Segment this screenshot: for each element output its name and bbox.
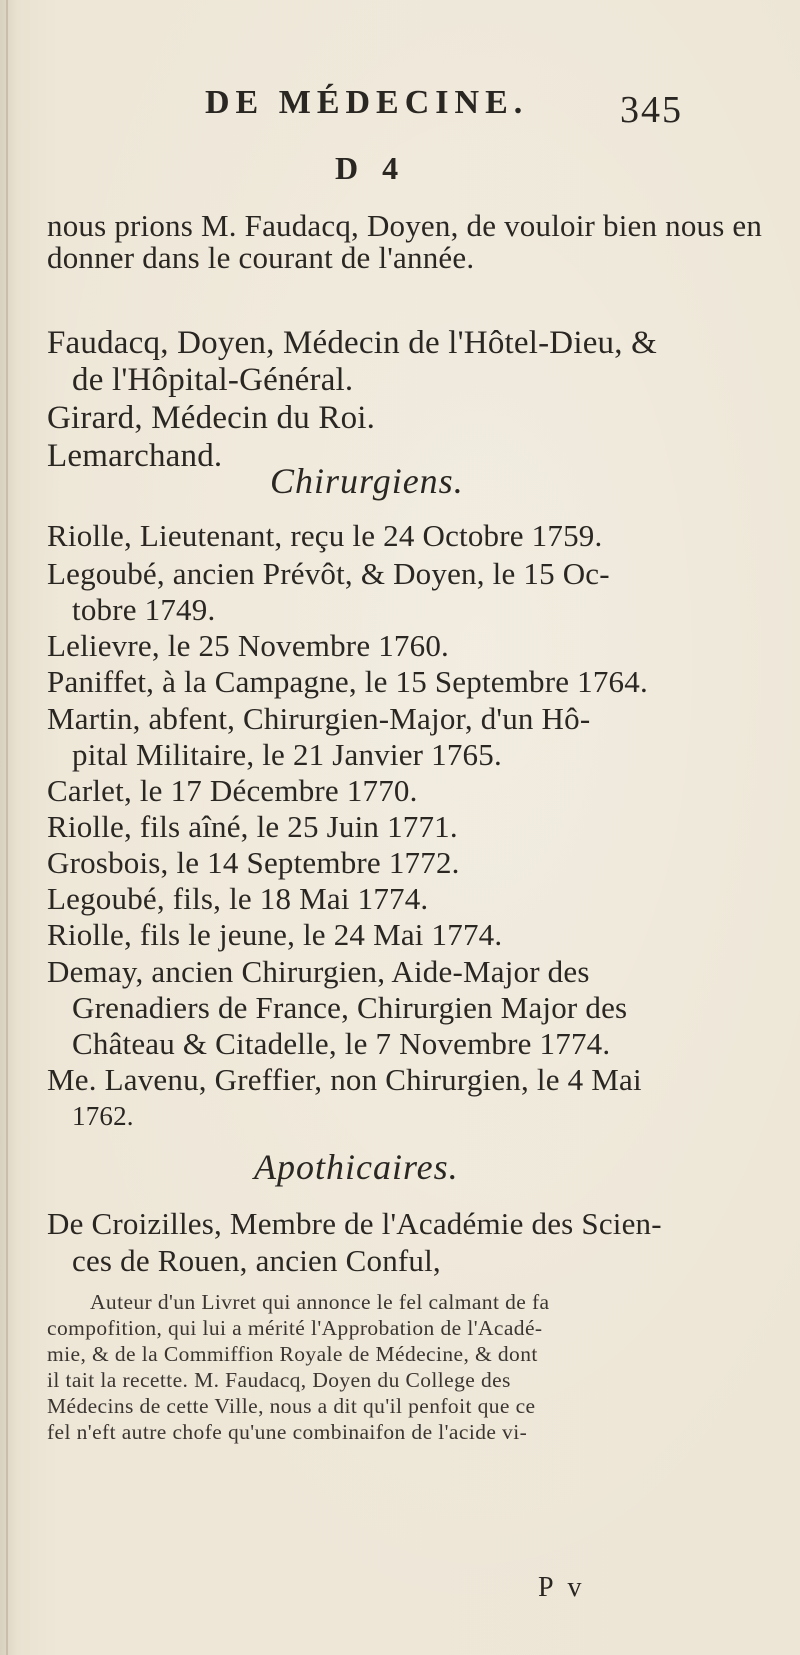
list-item: Paniffet, à la Campagne, le 15 Septembre 1764. (47, 664, 648, 699)
list-item: Martin, abfent, Chirurgien-Major, d'un Hô- (47, 701, 591, 736)
list-item: Carlet, le 17 Décembre 1770. (47, 773, 418, 808)
list-item: ces de Rouen, ancien Conful, (72, 1243, 441, 1278)
list-item: Girard, Médecin du Roi. (47, 400, 376, 436)
footnote-line: Auteur d'un Livret qui annonce le fel calmant de fa (90, 1290, 550, 1314)
list-item: Legoubé, ancien Prévôt, & Doyen, le 15 Oc- (47, 556, 610, 591)
list-item: Grenadiers de France, Chirurgien Major des (72, 990, 628, 1025)
list-item: Riolle, fils aîné, le 25 Juin 1771. (47, 809, 458, 844)
footnote-line: il tait la recette. M. Faudacq, Doyen du College des (47, 1368, 511, 1392)
list-item: Me. Lavenu, Greffier, non Chirurgien, le 4 Mai (47, 1062, 642, 1097)
section-title-chirurgiens: Chirurgiens. (270, 461, 464, 501)
page-gutter (6, 0, 8, 1655)
list-item: De Croizilles, Membre de l'Académie des Scien- (47, 1206, 662, 1241)
footnote-line: compofition, qui lui a mérité l'Approbation de l'Acadé- (47, 1316, 543, 1340)
list-item: de l'Hôpital-Général. (72, 362, 354, 398)
signature-mark: D 4 (335, 150, 407, 186)
list-item: Lelievre, le 25 Novembre 1760. (47, 628, 449, 663)
catchword: P v (538, 1572, 586, 1603)
list-item: Faudacq, Doyen, Médecin de l'Hôtel-Dieu, & (47, 325, 658, 361)
footnote-line: mie, & de la Commiffion Royale de Médecine, & dont (47, 1342, 538, 1366)
section-title-apothicaires: Apothicaires. (254, 1147, 459, 1187)
list-item: Lemarchand. (47, 438, 223, 474)
footnote-line: fel n'eft autre chofe qu'une combinaifon de l'acide vi- (47, 1420, 528, 1444)
list-item: Riolle, Lieutenant, reçu le 24 Octobre 1759. (47, 518, 603, 553)
list-item: Grosbois, le 14 Septembre 1772. (47, 845, 460, 880)
list-item: tobre 1749. (72, 592, 216, 627)
list-item: Riolle, fils le jeune, le 24 Mai 1774. (47, 917, 503, 952)
list-item: 1762. (72, 1101, 134, 1131)
list-item: Legoubé, fils, le 18 Mai 1774. (47, 881, 429, 916)
text-line: donner dans le courant de l'année. (47, 240, 475, 275)
footnote-line: Médecins de cette Ville, nous a dit qu'il penfoit que ce (47, 1394, 536, 1418)
list-item: pital Militaire, le 21 Janvier 1765. (72, 737, 502, 772)
running-title: DE MÉDECINE. (205, 84, 529, 121)
list-item: Demay, ancien Chirurgien, Aide-Major des (47, 954, 590, 989)
text-line: nous prions M. Faudacq, Doyen, de vouloir bien nous en (47, 208, 763, 243)
page-number: 345 (620, 89, 683, 131)
list-item: Château & Citadelle, le 7 Novembre 1774. (72, 1026, 611, 1061)
